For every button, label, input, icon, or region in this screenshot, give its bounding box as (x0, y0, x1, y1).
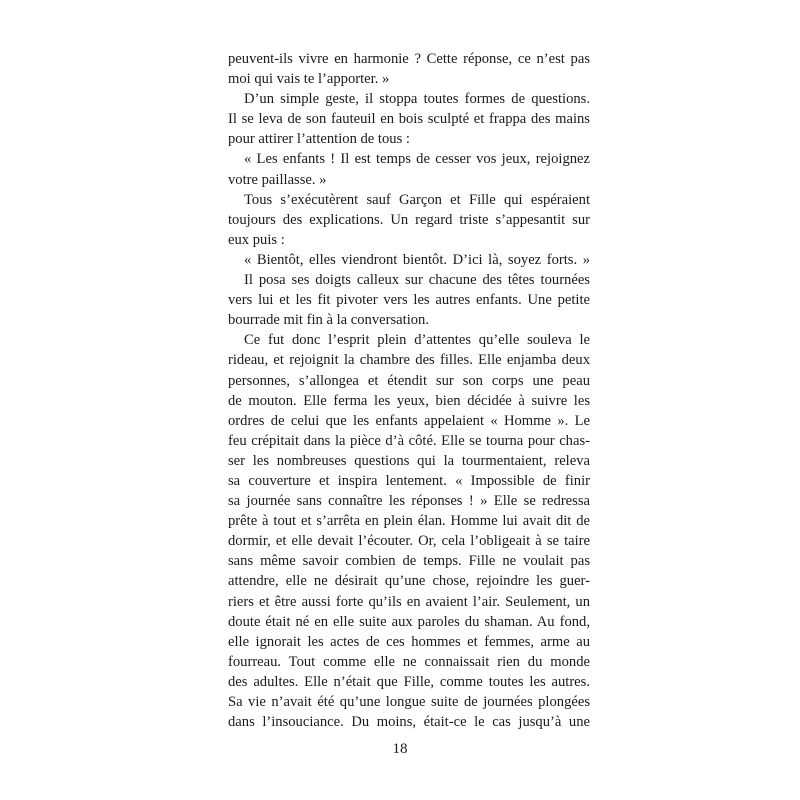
text-line: elle ignorait les actes de ces hommes et femmes, arme au (228, 633, 590, 650)
text-line: dans l’insouciance. Du moins, était-ce le cas jusqu’à une (228, 714, 590, 731)
text-line: votre paillasse. » (228, 171, 327, 188)
text-line: ser les nombreuses questions qui la tourmentaient, releva (228, 452, 590, 469)
text-line: dormir, et elle devait l’écouter. Or, cela l’obligeait à se taire (228, 533, 590, 550)
text-line: de mouton. Elle ferma les yeux, bien décidée à suivre les (228, 392, 590, 409)
text-line: des adultes. Elle n’était que Fille, comme toutes les autres. (228, 673, 590, 690)
text-line: peuvent-ils vivre en harmonie ? Cette réponse, ce n’est pas (228, 51, 590, 67)
text-line: Ce fut donc l’esprit plein d’attentes qu’elle souleva le (244, 332, 590, 349)
text-line: Il se leva de son fauteuil en bois sculpté et frappa des mains (228, 111, 590, 128)
text-line: ordres de celui que les enfants appelaient « Homme ». Le (228, 412, 590, 429)
text-line: moi qui vais te l’apporter. » (228, 71, 390, 88)
text-line: pour attirer l’attention de tous : (228, 131, 410, 148)
text-line: Tous s’exécutèrent sauf Garçon et Fille qui espéraient (244, 191, 590, 208)
text-line: « Bientôt, elles viendront bientôt. D’ici là, soyez forts. » (244, 251, 590, 268)
text-line: fourreau. Tout comme elle ne connaissait rien du monde (228, 653, 590, 670)
body-text (228, 49, 590, 732)
text-line: « Les enfants ! Il est temps de cesser vos jeux, rejoignez (244, 151, 590, 168)
text-line: personnes, s’allongea et étendit sur son corps une peau (228, 372, 590, 389)
text-line: sans même savoir combien de temps. Fille ne voulait pas (228, 553, 590, 570)
text-line: attendre, elle ne désirait qu’une chose, rejoindre les guer- (228, 573, 590, 590)
page-number: 18 (392, 741, 408, 757)
text-line: bourrade mit fin à la conversation. (228, 312, 429, 329)
text-line: toujours des explications. Un regard triste s’appesantit sur (228, 211, 590, 228)
text-line: Il posa ses doigts calleux sur chacune des têtes tournées (244, 272, 590, 289)
text-line: feu crépitait dans la pièce d’à côté. Elle se tourna pour chas- (228, 432, 590, 449)
text-line: vers lui et les fit pivoter vers les autres enfants. Une petite (228, 292, 590, 309)
text-line: riers et être aussi forte qu’ils en avaient l’air. Seulement, un (228, 593, 590, 610)
text-line: Sa vie n’avait été qu’une longue suite de journées plongées (228, 694, 590, 710)
text-line: prête à tout et s’arrêta en plein élan. Homme lui avait dit de (228, 513, 590, 530)
text-line: D’un simple geste, il stoppa toutes formes de questions. (244, 91, 590, 108)
text-line: doute était né en elle suite aux paroles du shaman. Au fond, (228, 613, 590, 630)
text-line: rideau, et rejoignit la chambre des filles. Elle enjamba deux (228, 352, 590, 369)
text-line: sa journée sans connaître les réponses ! » Elle se redressa (228, 493, 590, 510)
text-line: eux puis : (228, 231, 285, 248)
text-line: sa couverture et inspira lentement. « Impossible de finir (228, 472, 590, 489)
